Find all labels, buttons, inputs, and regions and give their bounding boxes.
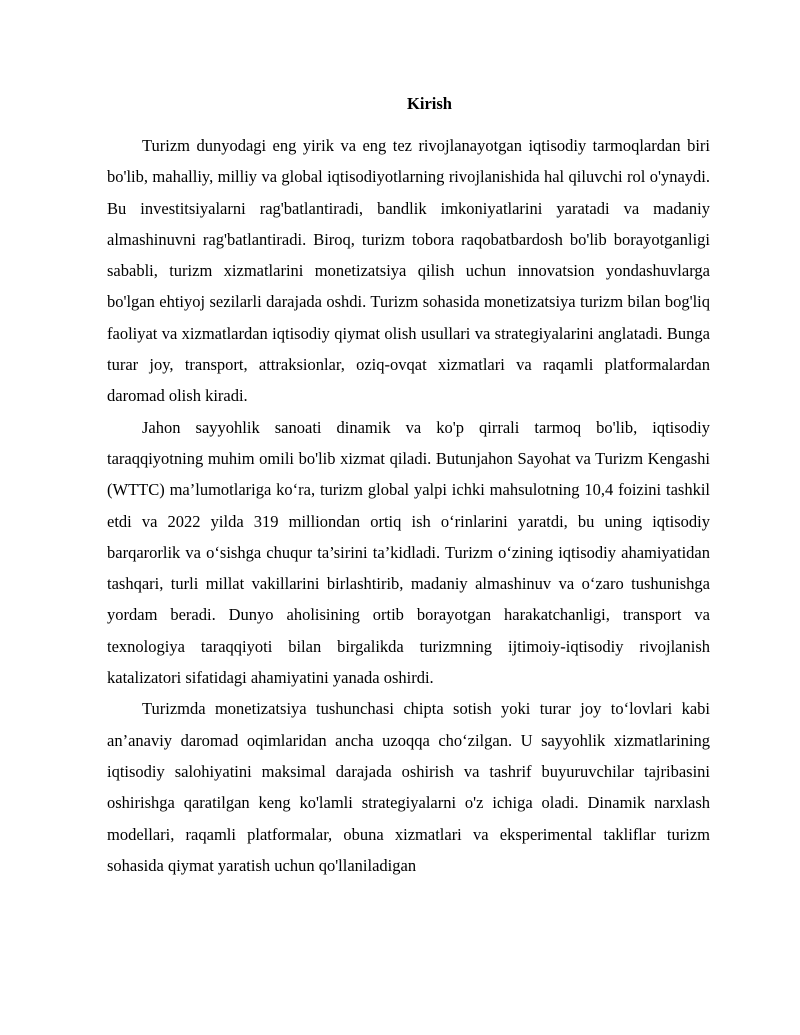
paragraph-3: Turizmda monetizatsiya tushunchasi chipta sotish yoki turar joy to‘lovlari kabi an’anaviy daromad oqimlaridan ancha uzoqqa cho‘zilgan. U sayyohlik xizmatlarining iqtisodiy salohiyatini maksimal darajada oshirish va tashrif buyuruvchilar tajribasini oshirishga qaratilgan keng ko'lamli strategiyalarni o'z ichiga oladi. Dinamik narxlash modellari, raqamli platformalar, obuna xizmatlari va eksperimental takliflar turizm sohasida qiymat yaratish uchun qo'llaniladigan [107,699,710,875]
document-title: Kirish [407,94,452,113]
paragraph-1: Turizm dunyodagi eng yirik va eng tez rivojlanayotgan iqtisodiy tarmoqlardan biri bo'lib, mahalliy, milliy va global iqtisodiyotlarning rivojlanishida hal qiluvchi rol o'ynaydi. Bu investitsiyalarni rag'batlantiradi, bandlik imkoniyatlarini yaratadi va madaniy almashinuvni rag'batlantiradi. Biroq, turizm tobora raqobatbardosh bo'lib borayotganligi sababli, turizm xizmatlarini monetizatsiya qilish uchun innovatsion yondashuvlarga bo'lgan ehtiyoj sezilarli darajada oshdi. Turizm sohasida monetizatsiya turizm bilan bog'liq faoliyat va xizmatlardan iqtisodiy qiymat olish usullari va strategiyalarini anglatadi. Bunga turar joy, transport, attraksionlar, oziq-ovqat xizmatlari va raqamli platformalardan daromad olish kiradi. [107,136,710,406]
document-page [107,92,710,881]
paragraph-2: Jahon sayyohlik sanoati dinamik va ko'p qirrali tarmoq bo'lib, iqtisodiy taraqqiyotning muhim omili bo'lib xizmat qiladi. Butunjahon Sayohat va Turizm Kengashi (WTTC) ma’lumotlariga ko‘ra, turizm global yalpi ichki mahsulotning 10,4 foizini tashkil etdi va 2022 yilda 319 milliondan ortiq ish o‘rinlarini yaratdi, bu uning iqtisodiy barqarorlik va o‘sishga chuqur ta’sirini ta’kidladi. Turizm o‘zining iqtisodiy ahamiyatidan tashqari, turli millat vakillarini birlashtirib, madaniy almashinuv va o‘zaro tushunishga yordam beradi. Dunyo aholisining ortib borayotgan harakatchanligi, transport va texnologiya taraqqiyoti bilan birgalikda turizmning ijtimoiy-iqtisodiy rivojlanish katalizatori sifatidagi ahamiyatini yanada oshirdi. [107,417,710,688]
